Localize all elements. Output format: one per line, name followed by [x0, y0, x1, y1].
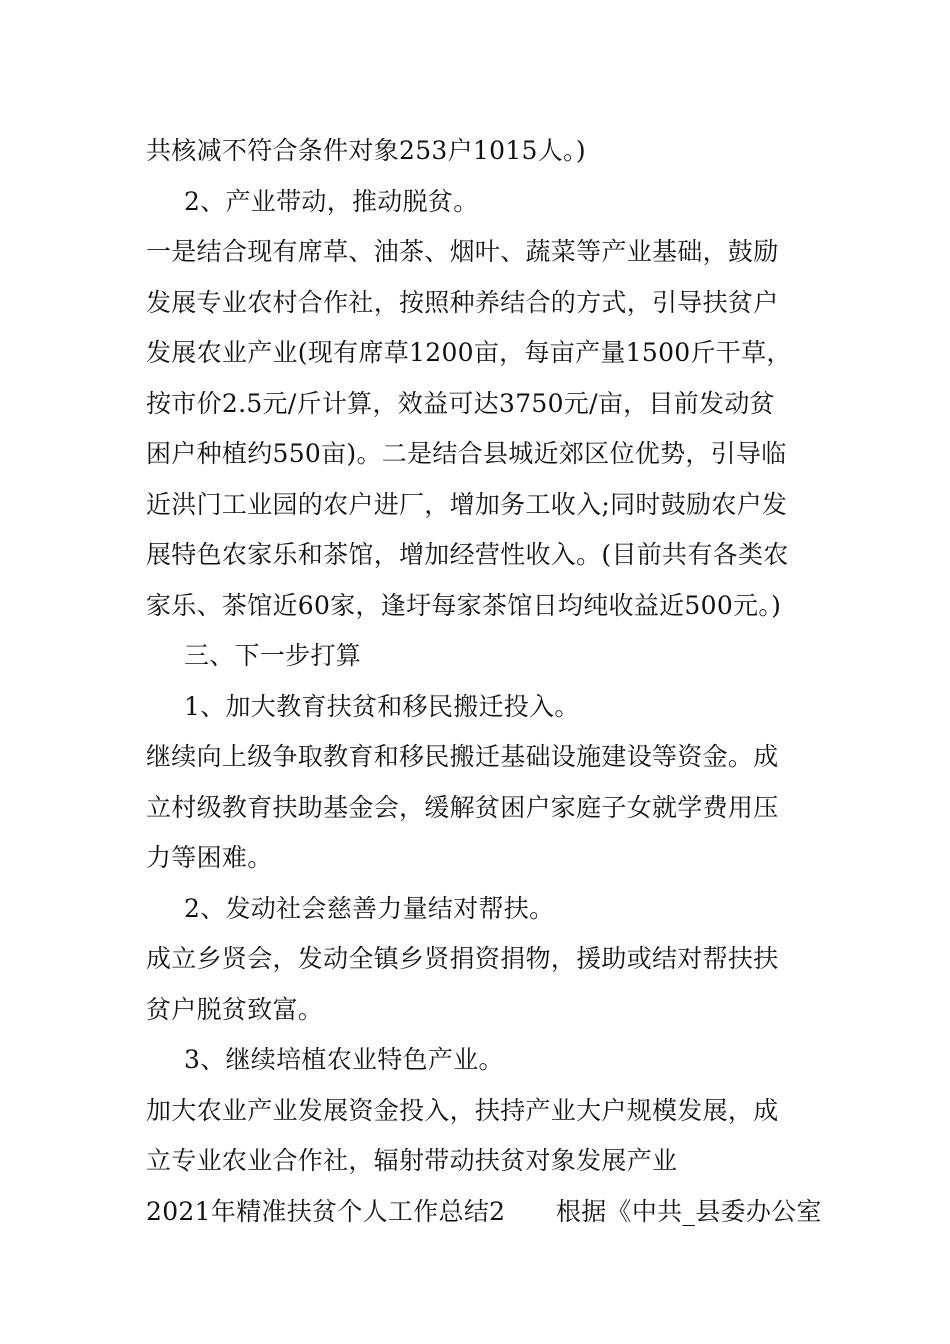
- text-line-10: 家乐、茶馆近60家，逢圩每家茶馆日均纯收益近500元。): [146, 591, 782, 620]
- text-line-5: 发展农业产业(现有席草1200亩，每亩产量1500斤干草，: [146, 338, 792, 367]
- subheading-charity: 2、发动社会慈善力量结对帮扶。: [184, 894, 555, 923]
- text-line-1: 共核减不符合条件对象253户1015人。): [146, 136, 586, 165]
- text-line-18: 贫户脱贫致富。: [146, 995, 324, 1024]
- text-line-21: 立专业农业合作社，辐射带动扶贫对象发展产业: [146, 1146, 678, 1175]
- text-line-7: 困户种植约550亩)。二是结合县城近郊区位优势，引导临: [146, 439, 787, 468]
- section-heading-next-steps: 三、下一步打算: [184, 641, 362, 670]
- text-line-20: 加大农业产业发展资金投入，扶持产业大户规模发展，成: [146, 1096, 779, 1125]
- section-heading-industry: 2、产业带动，推动脱贫。: [184, 187, 479, 216]
- text-line-3: 一是结合现有席草、油茶、烟叶、蔬菜等产业基础，鼓励: [146, 237, 779, 266]
- text-line-8: 近洪门工业园的农户进厂，增加务工收入;同时鼓励农户发: [146, 490, 788, 519]
- text-line-15: 力等困难。: [146, 843, 273, 872]
- text-line-17: 成立乡贤会，发动全镇乡贤捐资捐物，援助或结对帮扶扶: [146, 944, 779, 973]
- text-line-9: 展特色农家乐和茶馆，增加经营性收入。(目前共有各类农: [146, 540, 789, 569]
- text-line-14: 立村级教育扶助基金会，缓解贫困户家庭子女就学费用压: [146, 793, 779, 822]
- text-line-4: 发展专业农村合作社，按照种养结合的方式，引导扶贫户: [146, 288, 779, 317]
- subheading-education: 1、加大教育扶贫和移民搬迁投入。: [184, 692, 580, 721]
- subheading-agriculture: 3、继续培植农业特色产业。: [184, 1045, 504, 1074]
- text-line-6: 按市价2.5元/斤计算，效益可达3750元/亩，目前发动贫: [146, 389, 775, 418]
- text-line-13: 继续向上级争取教育和移民搬迁基础设施建设等资金。成: [146, 742, 779, 771]
- text-line-22: 2021年精准扶贫个人工作总结2 根据《中共_县委办公室: [146, 1197, 822, 1226]
